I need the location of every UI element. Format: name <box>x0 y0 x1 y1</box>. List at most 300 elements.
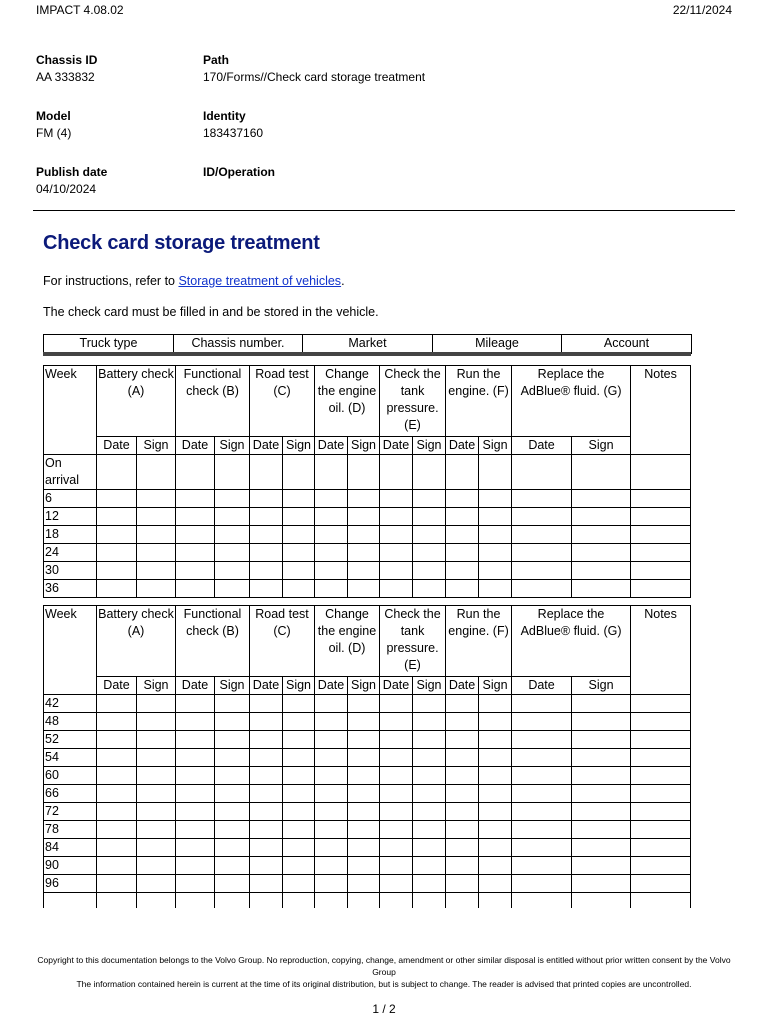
entry-cell[interactable] <box>413 857 446 875</box>
entry-cell[interactable] <box>479 508 512 526</box>
entry-cell[interactable] <box>446 731 479 749</box>
entry-cell[interactable] <box>631 767 691 785</box>
entry-cell[interactable] <box>176 544 215 562</box>
entry-cell[interactable] <box>215 490 250 508</box>
entry-cell[interactable] <box>413 544 446 562</box>
entry-cell[interactable] <box>250 731 283 749</box>
entry-cell[interactable] <box>137 749 176 767</box>
entry-cell[interactable] <box>283 821 315 839</box>
entry-cell[interactable] <box>348 731 380 749</box>
entry-cell[interactable] <box>215 749 250 767</box>
entry-cell[interactable] <box>479 544 512 562</box>
entry-cell[interactable] <box>479 839 512 857</box>
entry-cell[interactable] <box>446 562 479 580</box>
entry-cell[interactable] <box>215 526 250 544</box>
entry-cell[interactable] <box>215 785 250 803</box>
entry-cell[interactable] <box>97 785 137 803</box>
id-operation-label: ID/Operation <box>203 165 276 179</box>
entry-cell[interactable] <box>348 562 380 580</box>
entry-cell[interactable] <box>512 731 572 749</box>
entry-cell[interactable] <box>137 713 176 731</box>
entry-cell[interactable] <box>572 695 631 713</box>
entry-cell[interactable] <box>380 508 413 526</box>
entry-cell[interactable] <box>631 508 691 526</box>
entry-cell[interactable] <box>380 731 413 749</box>
entry-cell[interactable] <box>250 455 283 490</box>
change-engine-oil-header: Change the engine oil. (D) <box>315 366 380 437</box>
entry-cell[interactable] <box>572 821 631 839</box>
entry-cell[interactable] <box>283 544 315 562</box>
entry-cell[interactable] <box>250 875 283 893</box>
entry-cell[interactable] <box>97 695 137 713</box>
entry-cell[interactable] <box>413 580 446 598</box>
entry-cell[interactable] <box>250 893 283 908</box>
entry-cell[interactable] <box>348 803 380 821</box>
entry-cell[interactable] <box>137 490 176 508</box>
entry-cell[interactable] <box>97 580 137 598</box>
entry-cell[interactable] <box>215 803 250 821</box>
entry-cell[interactable] <box>413 893 446 908</box>
entry-cell[interactable] <box>446 857 479 875</box>
entry-cell[interactable] <box>380 713 413 731</box>
entry-cell[interactable] <box>283 455 315 490</box>
entry-cell[interactable] <box>97 490 137 508</box>
entry-cell[interactable] <box>137 839 176 857</box>
entry-cell[interactable] <box>479 490 512 508</box>
entry-cell[interactable] <box>479 821 512 839</box>
entry-cell[interactable] <box>250 562 283 580</box>
entry-cell[interactable] <box>479 803 512 821</box>
entry-cell[interactable] <box>631 785 691 803</box>
entry-cell[interactable] <box>215 893 250 908</box>
entry-cell[interactable] <box>380 544 413 562</box>
entry-cell[interactable] <box>315 544 348 562</box>
entry-cell[interactable] <box>137 785 176 803</box>
entry-cell[interactable] <box>631 821 691 839</box>
entry-cell[interactable] <box>572 455 631 490</box>
entry-cell[interactable] <box>572 490 631 508</box>
entry-cell[interactable] <box>413 803 446 821</box>
entry-cell[interactable] <box>380 821 413 839</box>
entry-cell[interactable] <box>512 544 572 562</box>
entry-cell[interactable] <box>176 526 215 544</box>
entry-cell[interactable] <box>176 839 215 857</box>
entry-cell[interactable] <box>176 580 215 598</box>
entry-cell[interactable] <box>215 695 250 713</box>
entry-cell[interactable] <box>137 731 176 749</box>
entry-cell[interactable] <box>283 731 315 749</box>
entry-cell[interactable] <box>315 893 348 908</box>
entry-cell[interactable] <box>176 767 215 785</box>
entry-cell[interactable] <box>446 490 479 508</box>
entry-cell[interactable] <box>413 749 446 767</box>
entry-cell[interactable] <box>572 508 631 526</box>
entry-cell[interactable] <box>631 839 691 857</box>
entry-cell[interactable] <box>315 695 348 713</box>
entry-cell[interactable] <box>97 893 137 908</box>
entry-cell[interactable] <box>215 508 250 526</box>
entry-cell[interactable] <box>348 508 380 526</box>
entry-cell[interactable] <box>215 839 250 857</box>
entry-cell[interactable] <box>44 893 97 908</box>
entry-cell[interactable] <box>380 490 413 508</box>
week-cell: 24 <box>44 544 97 562</box>
entry-cell[interactable] <box>250 749 283 767</box>
entry-cell[interactable] <box>315 490 348 508</box>
entry-cell[interactable] <box>512 785 572 803</box>
storage-treatment-link[interactable]: Storage treatment of vehicles <box>178 274 342 288</box>
entry-cell[interactable] <box>250 785 283 803</box>
entry-cell[interactable] <box>446 544 479 562</box>
entry-cell[interactable] <box>446 580 479 598</box>
entry-cell[interactable] <box>479 767 512 785</box>
entry-cell[interactable] <box>315 562 348 580</box>
entry-cell[interactable] <box>97 544 137 562</box>
entry-cell[interactable] <box>315 767 348 785</box>
entry-cell[interactable] <box>446 713 479 731</box>
entry-cell[interactable] <box>137 562 176 580</box>
entry-cell[interactable] <box>348 526 380 544</box>
entry-cell[interactable] <box>137 857 176 875</box>
entry-cell[interactable] <box>348 695 380 713</box>
entry-cell[interactable] <box>315 526 348 544</box>
entry-cell[interactable] <box>250 803 283 821</box>
entry-cell[interactable] <box>250 767 283 785</box>
entry-cell[interactable] <box>512 803 572 821</box>
entry-cell[interactable] <box>315 839 348 857</box>
entry-cell[interactable] <box>380 803 413 821</box>
entry-cell[interactable] <box>572 544 631 562</box>
entry-cell[interactable] <box>250 526 283 544</box>
entry-cell[interactable] <box>137 580 176 598</box>
entry-cell[interactable] <box>283 562 315 580</box>
entry-cell[interactable] <box>137 821 176 839</box>
entry-cell[interactable] <box>97 821 137 839</box>
entry-cell[interactable] <box>413 713 446 731</box>
entry-cell[interactable] <box>315 821 348 839</box>
entry-cell[interactable] <box>97 713 137 731</box>
vehicle-info-table <box>43 334 692 354</box>
entry-cell[interactable] <box>413 508 446 526</box>
entry-cell[interactable] <box>572 749 631 767</box>
entry-cell[interactable] <box>283 713 315 731</box>
entry-cell[interactable] <box>446 767 479 785</box>
entry-cell[interactable] <box>250 839 283 857</box>
entry-cell[interactable] <box>215 767 250 785</box>
entry-cell[interactable] <box>250 580 283 598</box>
entry-cell[interactable] <box>512 839 572 857</box>
entry-cell[interactable] <box>215 875 250 893</box>
road-test-header: Road test (C) <box>250 366 315 437</box>
entry-cell[interactable] <box>348 857 380 875</box>
entry-cell[interactable] <box>512 857 572 875</box>
entry-cell[interactable] <box>512 455 572 490</box>
entry-cell[interactable] <box>348 490 380 508</box>
entry-cell[interactable] <box>215 821 250 839</box>
entry-cell[interactable] <box>315 749 348 767</box>
entry-cell[interactable] <box>413 695 446 713</box>
entry-cell[interactable] <box>250 544 283 562</box>
entry-cell[interactable] <box>413 562 446 580</box>
sign-subheader: Sign <box>572 437 631 455</box>
entry-cell[interactable] <box>512 562 572 580</box>
entry-cell[interactable] <box>572 562 631 580</box>
week-cell: 12 <box>44 508 97 526</box>
entry-cell[interactable] <box>479 893 512 908</box>
entry-cell[interactable] <box>631 490 691 508</box>
entry-cell[interactable] <box>348 785 380 803</box>
entry-cell[interactable] <box>283 857 315 875</box>
entry-cell[interactable] <box>413 839 446 857</box>
entry-cell[interactable] <box>137 803 176 821</box>
entry-cell[interactable] <box>631 580 691 598</box>
date-subheader: Date <box>250 437 283 455</box>
entry-cell[interactable] <box>176 821 215 839</box>
entry-cell[interactable] <box>572 839 631 857</box>
entry-cell[interactable] <box>283 875 315 893</box>
entry-cell[interactable] <box>348 713 380 731</box>
entry-cell[interactable] <box>97 767 137 785</box>
entry-cell[interactable] <box>348 749 380 767</box>
entry-cell[interactable] <box>176 875 215 893</box>
entry-cell[interactable] <box>631 455 691 490</box>
entry-cell[interactable] <box>137 695 176 713</box>
entry-cell[interactable] <box>283 893 315 908</box>
entry-cell[interactable] <box>315 785 348 803</box>
entry-cell[interactable] <box>512 526 572 544</box>
table-divider-bar <box>43 352 691 356</box>
entry-cell[interactable] <box>283 803 315 821</box>
entry-cell[interactable] <box>479 526 512 544</box>
entry-cell[interactable] <box>315 731 348 749</box>
entry-cell[interactable] <box>283 580 315 598</box>
entry-cell[interactable] <box>348 821 380 839</box>
entry-cell[interactable] <box>631 875 691 893</box>
intro-suffix: . <box>341 274 345 288</box>
entry-cell[interactable] <box>479 562 512 580</box>
entry-cell[interactable] <box>283 785 315 803</box>
entry-cell[interactable] <box>512 767 572 785</box>
entry-cell[interactable] <box>283 767 315 785</box>
entry-cell[interactable] <box>631 731 691 749</box>
entry-cell[interactable] <box>380 580 413 598</box>
entry-cell[interactable] <box>512 580 572 598</box>
entry-cell[interactable] <box>512 695 572 713</box>
entry-cell[interactable] <box>572 803 631 821</box>
entry-cell[interactable] <box>479 875 512 893</box>
entry-cell[interactable] <box>479 785 512 803</box>
entry-cell[interactable] <box>631 695 691 713</box>
entry-cell[interactable] <box>315 580 348 598</box>
entry-cell[interactable] <box>176 857 215 875</box>
entry-cell[interactable] <box>137 767 176 785</box>
entry-cell[interactable] <box>215 713 250 731</box>
entry-cell[interactable] <box>176 893 215 908</box>
entry-cell[interactable] <box>446 893 479 908</box>
entry-cell[interactable] <box>572 767 631 785</box>
entry-cell[interactable] <box>380 695 413 713</box>
entry-cell[interactable] <box>315 508 348 526</box>
entry-cell[interactable] <box>631 544 691 562</box>
entry-cell[interactable] <box>512 749 572 767</box>
entry-cell[interactable] <box>479 580 512 598</box>
entry-cell[interactable] <box>97 749 137 767</box>
entry-cell[interactable] <box>413 490 446 508</box>
entry-cell[interactable] <box>512 713 572 731</box>
entry-cell[interactable] <box>176 731 215 749</box>
entry-cell[interactable] <box>631 893 691 908</box>
entry-cell[interactable] <box>380 455 413 490</box>
entry-cell[interactable] <box>250 713 283 731</box>
entry-cell[interactable] <box>413 821 446 839</box>
entry-cell[interactable] <box>215 857 250 875</box>
entry-cell[interactable] <box>97 839 137 857</box>
entry-cell[interactable] <box>572 731 631 749</box>
entry-cell[interactable] <box>97 875 137 893</box>
entry-cell[interactable] <box>97 731 137 749</box>
entry-cell[interactable] <box>572 526 631 544</box>
entry-cell[interactable] <box>176 695 215 713</box>
entry-cell[interactable] <box>97 562 137 580</box>
entry-cell[interactable] <box>250 490 283 508</box>
entry-cell[interactable] <box>413 767 446 785</box>
entry-cell[interactable] <box>315 875 348 893</box>
entry-cell[interactable] <box>215 731 250 749</box>
entry-cell[interactable] <box>572 857 631 875</box>
entry-cell[interactable] <box>479 713 512 731</box>
entry-cell[interactable] <box>512 893 572 908</box>
entry-cell[interactable] <box>631 857 691 875</box>
entry-cell[interactable] <box>380 749 413 767</box>
entry-cell[interactable] <box>380 893 413 908</box>
entry-cell[interactable] <box>413 875 446 893</box>
entry-cell[interactable] <box>631 526 691 544</box>
entry-cell[interactable] <box>315 803 348 821</box>
entry-cell[interactable] <box>97 455 137 490</box>
replace-adblue-header: Replace the AdBlue® fluid. (G) <box>512 606 631 677</box>
entry-cell[interactable] <box>137 544 176 562</box>
entry-cell[interactable] <box>348 455 380 490</box>
entry-cell[interactable] <box>446 875 479 893</box>
entry-cell[interactable] <box>572 580 631 598</box>
entry-cell[interactable] <box>97 508 137 526</box>
entry-cell[interactable] <box>631 803 691 821</box>
entry-cell[interactable] <box>380 562 413 580</box>
entry-cell[interactable] <box>215 580 250 598</box>
entry-cell[interactable] <box>176 785 215 803</box>
entry-cell[interactable] <box>572 785 631 803</box>
entry-cell[interactable] <box>446 508 479 526</box>
entry-cell[interactable] <box>631 749 691 767</box>
entry-cell[interactable] <box>380 857 413 875</box>
entry-cell[interactable] <box>348 875 380 893</box>
entry-cell[interactable] <box>283 490 315 508</box>
entry-cell[interactable] <box>572 875 631 893</box>
entry-cell[interactable] <box>479 455 512 490</box>
entry-cell[interactable] <box>413 455 446 490</box>
entry-cell[interactable] <box>250 857 283 875</box>
sign-subheader: Sign <box>348 677 380 695</box>
entry-cell[interactable] <box>380 839 413 857</box>
entry-cell[interactable] <box>446 785 479 803</box>
entry-cell[interactable] <box>631 713 691 731</box>
entry-cell[interactable] <box>137 455 176 490</box>
entry-cell[interactable] <box>413 785 446 803</box>
entry-cell[interactable] <box>176 713 215 731</box>
entry-cell[interactable] <box>176 455 215 490</box>
entry-cell[interactable] <box>283 508 315 526</box>
entry-cell[interactable] <box>446 821 479 839</box>
entry-cell[interactable] <box>283 695 315 713</box>
entry-cell[interactable] <box>446 526 479 544</box>
entry-cell[interactable] <box>348 580 380 598</box>
entry-cell[interactable] <box>572 713 631 731</box>
entry-cell[interactable] <box>176 508 215 526</box>
entry-cell[interactable] <box>283 839 315 857</box>
entry-cell[interactable] <box>283 749 315 767</box>
entry-cell[interactable] <box>479 695 512 713</box>
entry-cell[interactable] <box>413 526 446 544</box>
entry-cell[interactable] <box>446 749 479 767</box>
entry-cell[interactable] <box>380 767 413 785</box>
entry-cell[interactable] <box>97 857 137 875</box>
entry-cell[interactable] <box>512 875 572 893</box>
entry-cell[interactable] <box>315 857 348 875</box>
entry-cell[interactable] <box>137 508 176 526</box>
entry-cell[interactable] <box>446 455 479 490</box>
entry-cell[interactable] <box>215 562 250 580</box>
entry-cell[interactable] <box>413 731 446 749</box>
entry-cell[interactable] <box>250 821 283 839</box>
entry-cell[interactable] <box>479 731 512 749</box>
entry-cell[interactable] <box>348 893 380 908</box>
entry-cell[interactable] <box>512 821 572 839</box>
entry-cell[interactable] <box>315 455 348 490</box>
entry-cell[interactable] <box>250 508 283 526</box>
entry-cell[interactable] <box>97 803 137 821</box>
entry-cell[interactable] <box>348 544 380 562</box>
entry-cell[interactable] <box>283 526 315 544</box>
entry-cell[interactable] <box>176 749 215 767</box>
entry-cell[interactable] <box>512 508 572 526</box>
sign-subheader: Sign <box>348 437 380 455</box>
entry-cell[interactable] <box>176 803 215 821</box>
entry-cell[interactable] <box>250 695 283 713</box>
entry-cell[interactable] <box>215 544 250 562</box>
entry-cell[interactable] <box>348 767 380 785</box>
entry-cell[interactable] <box>479 857 512 875</box>
entry-cell[interactable] <box>446 839 479 857</box>
entry-cell[interactable] <box>176 490 215 508</box>
entry-cell[interactable] <box>315 713 348 731</box>
entry-cell[interactable] <box>137 875 176 893</box>
entry-cell[interactable] <box>137 893 176 908</box>
entry-cell[interactable] <box>97 526 137 544</box>
entry-cell[interactable] <box>380 785 413 803</box>
entry-cell[interactable] <box>348 839 380 857</box>
entry-cell[interactable] <box>479 749 512 767</box>
entry-cell[interactable] <box>215 455 250 490</box>
entry-cell[interactable] <box>512 490 572 508</box>
entry-cell[interactable] <box>380 875 413 893</box>
entry-cell[interactable] <box>572 893 631 908</box>
entry-cell[interactable] <box>446 695 479 713</box>
entry-cell[interactable] <box>631 562 691 580</box>
entry-cell[interactable] <box>137 526 176 544</box>
entry-cell[interactable] <box>176 562 215 580</box>
entry-cell[interactable] <box>380 526 413 544</box>
entry-cell[interactable] <box>446 803 479 821</box>
